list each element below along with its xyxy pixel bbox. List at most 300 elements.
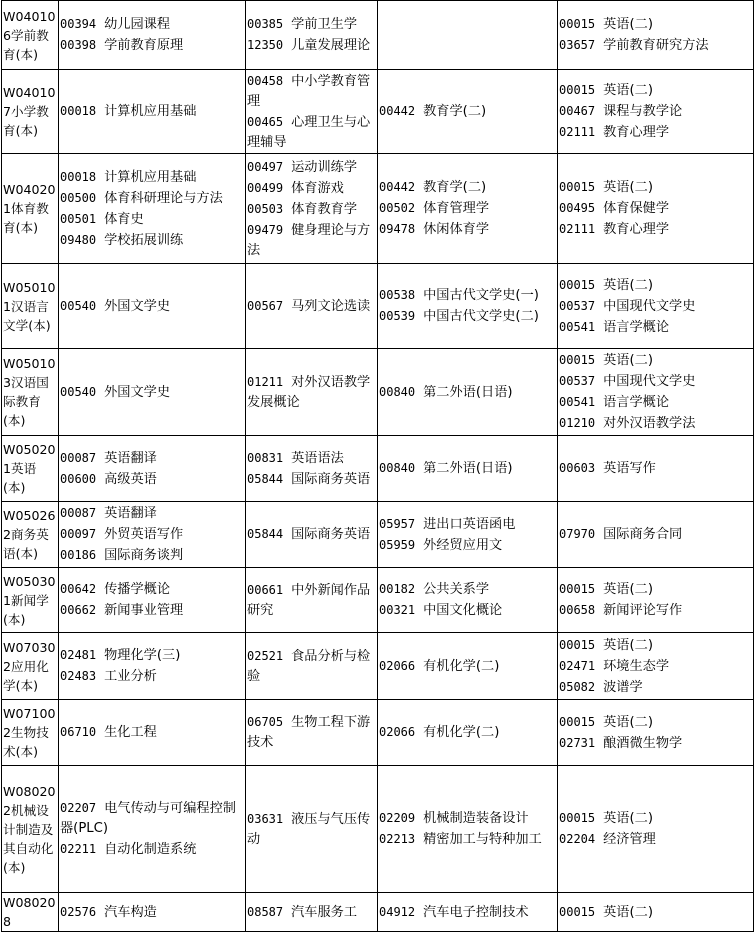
course-name: 电气传动与可编程控制器(PLC) <box>60 801 236 836</box>
course-name: 英语(二) <box>603 353 653 368</box>
course-code: 00642 <box>60 582 97 596</box>
course-entry <box>379 514 556 535</box>
course-entry <box>379 579 556 600</box>
course-cell <box>59 70 246 154</box>
course-entry <box>559 392 752 413</box>
course-name: 对外汉语教学法 <box>603 416 696 431</box>
table-row <box>2 893 754 932</box>
course-cell <box>378 154 558 264</box>
course-name: 英语(二) <box>603 582 653 597</box>
course-code: 00458 <box>247 73 284 88</box>
course-name: 新闻事业管理 <box>104 603 184 618</box>
course-cell <box>246 349 378 436</box>
course-code: 00537 <box>559 374 596 388</box>
course-name: 体育保健学 <box>603 201 670 216</box>
course-entry <box>60 798 244 839</box>
course-entry <box>60 167 244 188</box>
course-entry <box>379 177 556 198</box>
course-entry <box>559 635 752 656</box>
table-row <box>2 70 754 154</box>
course-name: 教育心理学 <box>603 222 670 237</box>
course-name: 生物工程下游技术 <box>247 715 371 750</box>
course-name: 中国古代文学史(一) <box>423 288 539 303</box>
course-name: 儿童发展理论 <box>291 38 371 53</box>
course-name: 汽车构造 <box>104 904 157 920</box>
course-entry <box>559 524 752 545</box>
course-code: 02211 <box>60 842 97 856</box>
major-cell: W080208 <box>2 893 59 932</box>
course-code: 00465 <box>247 114 284 129</box>
course-code: 03631 <box>247 811 284 826</box>
course-entry <box>559 275 752 296</box>
course-code: 00394 <box>60 17 97 31</box>
course-code: 00497 <box>247 159 284 174</box>
course-code: 02731 <box>559 735 596 750</box>
course-cell <box>558 633 754 700</box>
course-cell <box>378 264 558 349</box>
course-name: 体育科研理论与方法 <box>104 190 223 206</box>
course-code: 00182 <box>379 582 416 596</box>
course-entry <box>559 350 752 371</box>
course-name: 中国现代文学史 <box>603 374 696 389</box>
major-cell: W040201体育教育(本) <box>2 154 59 264</box>
course-name: 对外汉语教学发展概论 <box>247 374 371 410</box>
course-name: 生化工程 <box>104 725 157 740</box>
course-code: 00502 <box>379 201 416 215</box>
course-entry <box>247 220 376 261</box>
course-entry <box>379 382 556 403</box>
course-code: 06705 <box>247 715 284 729</box>
course-cell <box>246 70 378 154</box>
course-code: 00015 <box>559 811 596 825</box>
course-name: 有机化学(二) <box>423 658 500 674</box>
course-entry <box>60 448 244 469</box>
course-name: 英语语法 <box>291 450 344 466</box>
course-entry <box>559 413 752 434</box>
course-code: 01210 <box>559 416 596 430</box>
course-entry <box>60 666 244 687</box>
course-code: 00499 <box>247 180 284 195</box>
course-entry <box>247 112 376 153</box>
course-entry <box>247 372 376 413</box>
course-name: 国际商务英语 <box>291 527 371 542</box>
course-code: 00567 <box>247 298 284 313</box>
course-name: 外国文学史 <box>104 384 171 400</box>
course-cell <box>246 568 378 633</box>
course-name: 英语(二) <box>603 714 653 730</box>
course-entry <box>60 101 244 122</box>
course-entry <box>379 101 556 122</box>
table-row <box>2 154 754 264</box>
course-name: 国际商务英语 <box>291 471 371 487</box>
course-code: 02576 <box>60 904 97 919</box>
course-cell <box>558 766 754 893</box>
course-name: 英语(二) <box>603 17 653 32</box>
course-entry <box>60 579 244 600</box>
course-code: 00495 <box>559 201 596 215</box>
course-entry <box>379 808 556 829</box>
course-cell <box>246 154 378 264</box>
course-entry <box>247 35 376 56</box>
course-code: 00015 <box>559 904 596 919</box>
course-code: 02207 <box>60 801 97 815</box>
course-code: 08587 <box>247 904 284 919</box>
course-cell <box>558 436 754 502</box>
course-cell <box>378 568 558 633</box>
course-code: 00015 <box>559 83 596 97</box>
table-row <box>2 502 754 568</box>
course-entry <box>379 198 556 219</box>
course-name: 语言学概论 <box>603 319 670 335</box>
course-code: 02521 <box>247 648 284 663</box>
course-code: 00015 <box>559 277 596 292</box>
table-row <box>2 700 754 766</box>
course-name: 学校拓展训练 <box>104 232 184 248</box>
course-entry <box>60 524 244 545</box>
course-code: 00018 <box>60 169 97 184</box>
course-entry <box>559 296 752 317</box>
course-code: 00541 <box>559 319 596 334</box>
course-code: 05959 <box>379 537 416 552</box>
course-name: 汽车电子控制技术 <box>423 904 529 920</box>
course-code: 00442 <box>379 180 416 194</box>
course-entry <box>379 535 556 556</box>
course-schedule-table <box>1 0 754 932</box>
course-cell <box>59 436 246 502</box>
course-code: 00540 <box>60 384 97 399</box>
course-name: 传播学概论 <box>104 582 171 597</box>
course-code: 00087 <box>60 450 97 465</box>
course-code: 00398 <box>60 38 97 52</box>
course-entry <box>60 35 244 56</box>
course-code: 05844 <box>247 471 284 486</box>
course-entry <box>60 209 244 230</box>
course-code: 02483 <box>60 669 97 683</box>
course-name: 英语写作 <box>603 461 656 476</box>
course-entry <box>379 306 556 327</box>
course-entry <box>559 177 752 198</box>
course-cell <box>59 264 246 349</box>
course-cell <box>246 502 378 568</box>
course-name: 自动化制造系统 <box>104 842 197 857</box>
course-code: 00467 <box>559 104 596 118</box>
course-code: 09480 <box>60 232 97 247</box>
course-code: 00840 <box>379 461 416 475</box>
table-row <box>2 349 754 436</box>
course-cell <box>558 70 754 154</box>
course-entry <box>247 469 376 490</box>
course-code: 03657 <box>559 38 596 52</box>
course-entry <box>379 656 556 677</box>
course-code: 00840 <box>379 384 416 399</box>
course-name: 酿酒微生物学 <box>603 735 683 751</box>
course-code: 02111 <box>559 222 596 236</box>
course-name: 汽车服务工 <box>291 904 358 920</box>
course-name: 英语(二) <box>603 637 653 653</box>
major-cell: W050262商务英语(本) <box>2 502 59 568</box>
course-code: 00015 <box>559 582 596 596</box>
course-code: 02066 <box>379 658 416 673</box>
course-code: 05957 <box>379 516 416 531</box>
course-name: 教育学(二) <box>423 104 487 119</box>
course-entry <box>60 469 244 490</box>
course-name: 马列文论选读 <box>291 298 371 314</box>
major-cell: W050301新闻学(本) <box>2 568 59 633</box>
course-name: 体育游戏 <box>291 180 344 196</box>
course-name: 液压与气压传动 <box>247 811 371 847</box>
course-entry <box>247 296 376 317</box>
course-name: 英语翻译 <box>104 506 157 521</box>
course-name: 新闻评论写作 <box>603 603 683 618</box>
course-name: 教育学(二) <box>423 180 487 195</box>
course-entry <box>559 677 752 698</box>
course-entry <box>247 646 376 687</box>
course-name: 语言学概论 <box>603 395 670 410</box>
course-name: 计算机应用基础 <box>104 169 197 185</box>
course-cell <box>378 1 558 70</box>
course-code: 00087 <box>60 506 97 520</box>
course-cell <box>59 633 246 700</box>
course-name: 外经贸应用文 <box>423 537 503 553</box>
course-code: 00321 <box>379 603 416 617</box>
course-code: 09478 <box>379 222 416 236</box>
course-cell <box>378 766 558 893</box>
course-code: 00015 <box>559 714 596 729</box>
course-code: 02111 <box>559 125 596 139</box>
course-entry <box>559 458 752 479</box>
course-code: 00541 <box>559 395 596 409</box>
table-row <box>2 1 754 70</box>
course-cell <box>246 766 378 893</box>
course-cell <box>378 893 558 932</box>
course-entry <box>559 122 752 143</box>
course-code: 00501 <box>60 211 97 226</box>
course-entry <box>60 545 244 566</box>
course-code: 02481 <box>60 648 97 662</box>
course-name: 教育心理学 <box>603 125 670 140</box>
course-code: 05844 <box>247 527 284 541</box>
table-row <box>2 766 754 893</box>
course-entry <box>247 448 376 469</box>
course-code: 00015 <box>559 180 596 194</box>
course-name: 英语翻译 <box>104 450 157 466</box>
course-code: 00097 <box>60 527 97 541</box>
table-row <box>2 633 754 700</box>
course-entry <box>247 712 376 753</box>
course-entry <box>379 458 556 479</box>
course-cell <box>59 568 246 633</box>
course-entry <box>559 579 752 600</box>
course-entry <box>559 35 752 56</box>
course-code: 00661 <box>247 582 284 597</box>
major-cell: W050101汉语言文学(本) <box>2 264 59 349</box>
course-name: 休闲体育学 <box>423 222 490 237</box>
course-name: 英语(二) <box>603 811 653 826</box>
course-entry <box>60 296 244 317</box>
course-code: 00385 <box>247 17 284 31</box>
course-entry <box>247 809 376 850</box>
course-cell <box>378 70 558 154</box>
course-name: 体育管理学 <box>423 201 490 216</box>
course-code: 04912 <box>379 904 416 919</box>
course-cell <box>246 264 378 349</box>
course-code: 12350 <box>247 38 284 52</box>
course-cell <box>378 502 558 568</box>
course-name: 第二外语(日语) <box>423 461 513 476</box>
course-name: 外贸英语写作 <box>104 527 184 542</box>
course-code: 06710 <box>60 725 97 739</box>
course-cell <box>246 893 378 932</box>
course-name: 波谱学 <box>603 679 643 695</box>
major-cell: W040106学前教育(本) <box>2 1 59 70</box>
course-entry <box>559 14 752 35</box>
course-entry <box>559 902 752 923</box>
course-name: 国际商务合同 <box>603 527 683 542</box>
course-entry <box>60 600 244 621</box>
course-name: 物理化学(三) <box>104 648 181 663</box>
course-entry <box>559 317 752 338</box>
course-name: 学前卫生学 <box>291 17 358 32</box>
course-name: 中国现代文学史 <box>603 298 696 314</box>
course-entry <box>379 902 556 923</box>
course-code: 02471 <box>559 658 596 673</box>
course-code: 02204 <box>559 832 596 846</box>
table-row <box>2 264 754 349</box>
course-code: 00539 <box>379 309 416 323</box>
course-code: 00503 <box>247 201 284 216</box>
table-row <box>2 568 754 633</box>
course-entry <box>559 656 752 677</box>
course-entry <box>60 503 244 524</box>
course-name: 外国文学史 <box>104 298 171 314</box>
course-cell <box>59 349 246 436</box>
course-entry <box>60 14 244 35</box>
course-name: 运动训练学 <box>291 159 358 175</box>
course-name: 公共关系学 <box>423 582 490 597</box>
course-cell <box>558 568 754 633</box>
course-cell <box>558 349 754 436</box>
course-code: 00186 <box>60 548 97 562</box>
course-code: 00658 <box>559 603 596 617</box>
course-name: 国际商务谈判 <box>104 548 184 563</box>
course-cell <box>558 264 754 349</box>
course-code: 00540 <box>60 298 97 313</box>
course-entry <box>379 722 556 743</box>
course-name: 机械制造装备设计 <box>423 811 529 826</box>
major-cell: W070302应用化学(本) <box>2 633 59 700</box>
course-entry <box>60 839 244 860</box>
course-entry <box>559 101 752 122</box>
course-code: 00537 <box>559 298 596 313</box>
course-entry <box>60 188 244 209</box>
course-cell <box>558 700 754 766</box>
course-entry <box>60 382 244 403</box>
major-cell: W050201英语(本) <box>2 436 59 502</box>
course-cell <box>59 502 246 568</box>
course-table-body <box>2 1 754 932</box>
course-entry <box>247 157 376 178</box>
course-cell <box>246 1 378 70</box>
course-name: 中国文化概论 <box>423 603 503 618</box>
course-cell <box>59 700 246 766</box>
course-name: 英语(二) <box>603 180 653 195</box>
course-cell <box>558 502 754 568</box>
table-row <box>2 436 754 502</box>
course-entry <box>60 645 244 666</box>
course-name: 第二外语(日语) <box>423 384 513 400</box>
course-entry <box>60 722 244 743</box>
course-entry <box>559 371 752 392</box>
course-entry <box>247 71 376 112</box>
course-entry <box>379 829 556 850</box>
course-entry <box>247 524 376 545</box>
course-code: 00500 <box>60 190 97 205</box>
course-entry <box>559 198 752 219</box>
major-cell: W080202机械设计制造及其自动化(本) <box>2 766 59 893</box>
course-name: 学前教育原理 <box>104 38 184 53</box>
course-code: 01211 <box>247 374 284 389</box>
course-name: 中小学教育管理 <box>247 73 371 109</box>
course-code: 00015 <box>559 17 596 31</box>
course-code: 00018 <box>60 104 97 118</box>
course-cell <box>378 700 558 766</box>
course-code: 00538 <box>379 288 416 302</box>
course-cell <box>558 893 754 932</box>
course-entry <box>60 902 244 923</box>
course-name: 工业分析 <box>104 669 157 684</box>
course-name: 幼儿园课程 <box>104 17 171 32</box>
course-cell <box>378 633 558 700</box>
course-code: 00015 <box>559 353 596 367</box>
course-entry <box>559 600 752 621</box>
course-entry <box>559 733 752 754</box>
course-code: 00015 <box>559 637 596 652</box>
course-entry <box>60 230 244 251</box>
course-cell <box>246 633 378 700</box>
course-code: 02209 <box>379 811 416 825</box>
course-name: 英语(二) <box>603 277 653 293</box>
course-cell <box>59 766 246 893</box>
course-entry <box>379 285 556 306</box>
course-cell <box>558 1 754 70</box>
course-code: 00831 <box>247 450 284 465</box>
course-name: 精密加工与特种加工 <box>423 832 542 847</box>
course-name: 体育史 <box>104 211 144 227</box>
course-cell <box>59 893 246 932</box>
course-entry <box>247 178 376 199</box>
course-cell <box>558 154 754 264</box>
course-name: 体育教育学 <box>291 201 358 217</box>
course-name: 有机化学(二) <box>423 725 500 740</box>
course-name: 心理卫生与心理辅导 <box>247 114 371 150</box>
course-code: 00600 <box>60 471 97 486</box>
course-name: 进出口英语函电 <box>423 516 516 532</box>
course-name: 课程与教学论 <box>603 104 683 119</box>
course-name: 食品分析与检验 <box>247 648 371 684</box>
course-name: 英语(二) <box>603 83 653 98</box>
course-code: 02213 <box>379 832 416 846</box>
course-name: 计算机应用基础 <box>104 104 197 119</box>
course-entry <box>247 199 376 220</box>
course-name: 中外新闻作品研究 <box>247 582 371 618</box>
course-cell <box>246 700 378 766</box>
course-cell <box>378 349 558 436</box>
course-code: 00442 <box>379 104 416 118</box>
course-code: 00603 <box>559 461 596 475</box>
course-name: 学前教育研究方法 <box>603 38 709 53</box>
course-code: 05082 <box>559 679 596 694</box>
course-name: 高级英语 <box>104 471 157 487</box>
